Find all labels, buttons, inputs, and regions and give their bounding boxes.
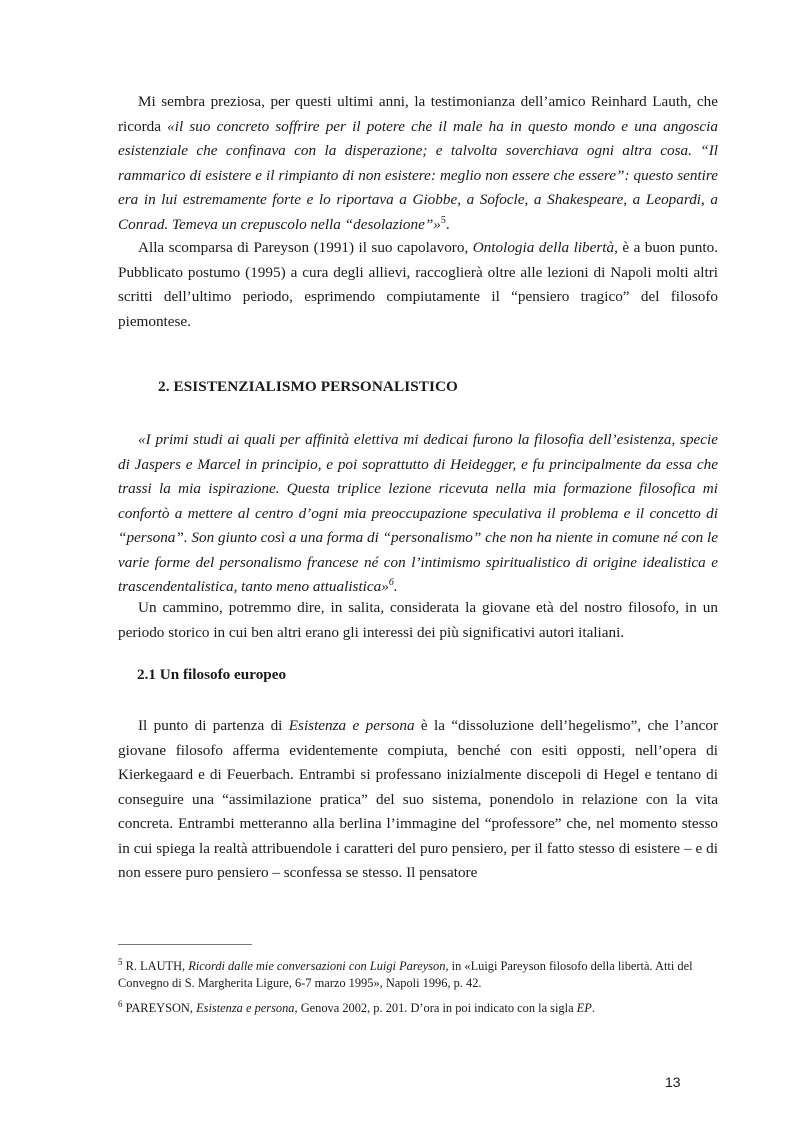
- footnote-ref-5[interactable]: 5: [440, 214, 446, 226]
- section-heading: 2. ESISTENZIALISMO PERSONALISTICO: [158, 378, 458, 395]
- footnote-divider: [118, 944, 252, 945]
- pareyson-quote-block: «I primi studi ai quali per affinità elettiva mi dedicai furono la filosofia dell’esistenza, specie di Jaspers e Marcel in principio, e poi soprattutto di Heidegger, e fu principalmente da essa che trassi la mia ispirazione. Questa triplice lezione ricevuta nella mia formazione filosofica mi confortò a mettere al centro d’ogni mia preoccupazione speculativa il problema e il concetto di “persona”. Son giunto così a una forma di “personalismo” che non ha niente in comune né con le varie forme del personalismo francese né con l’intimismo spiritualistico di origine idealistica e trascendentalistica, tanto meno attualistica»$^6$.: [118, 431, 718, 595]
- footnote-5: $^5$ R. LAUTH, Ricordi dalle mie conversazioni con Luigi Pareyson, in «Luigi Pareyson filosofo della libertà. Atti del Convegno di S. Margherita Ligure, 6-7 marzo 1995», Napoli 1996, p. 42.: [118, 956, 693, 990]
- footnote-6: $^6$ PAREYSON, Esistenza e persona, Genova 2002, p. 201. D’ora in poi indicato con la sigla EP.: [118, 998, 595, 1015]
- paragraph-punto-partenza: Il punto di partenza di Esistenza e persona è la “dissoluzione dell’hegelismo”, che l’ancor giovane filosofo afferma evidentemente compiuta, benché con esiti opposti, nell’opera di Kierkegaard e di Feuerbach. Entrambi si professano inizialmente discepoli di Hegel e tentano di conseguire una “assimilazione pratica” del suo sistema, ponendolo in relazione con la vita concreta. Entrambi metteranno alla berlina l’immagine del “professore” che, nel momento stesso in cui spiega la realtà attribuendole i caratteri del puro pensiero, per il fatto stesso di esistere – e di non essere puro pensiero – sconfessa se stesso. Il pensatore: [118, 717, 719, 881]
- lauth-quote: «il suo concreto soffrire per il potere che il male ha in questo mondo e una angoscia esistenziale che confinava con la disperazione; e talvolta soverchiava ogni altra cosa. “Il rammarico di esistere e il rimpianto di non esistere: meglio non essere che essere”: questo sentire era in lui estremamente forte e lo riportava a Giobbe, a Sofocle, a Shakespeare, a Leopardi, a Conrad. Temeva un crepuscolo nella “desolazione”»: [118, 117, 718, 233]
- paragraph-ontologia: Alla scomparsa di Pareyson (1991) il suo capolavoro, Ontologia della libertà, è a buon punto. Pubblicato postumo (1995) a cura degli allievi, raccoglierà oltre alle lezioni di Napoli molti altri scritti dell’ultimo periodo, esprimendo compiutamente il “pensiero tragico” del filosofo piemontese.: [118, 239, 718, 330]
- page-number: 13: [665, 1074, 681, 1090]
- footnote-ref-6[interactable]: 6: [388, 576, 394, 588]
- book-title: Esistenza e persona: [288, 717, 415, 734]
- subsection-heading: 2.1 Un filosofo europeo: [137, 666, 287, 683]
- book-title: Ontologia della libertà: [472, 239, 615, 256]
- paragraph-lauth-testimony: Mi sembra preziosa, per questi ultimi anni, la testimonianza dell’amico Reinhard Lauth, che ricorda «il suo concreto soffrire per il potere che il male ha in questo mondo e una angoscia esistenziale che confinava con la disperazione; e talvolta soverchiava ogni altra cosa. “Il rammarico di esistere e il rimpianto di non esistere: meglio non essere che essere”: questo sentire era in lui estremamente forte e lo riportava a Giobbe, a Sofocle, a Shakespeare, a Leopardi, a Conrad. Temeva un crepuscolo nella “desolazione”»$^5$.: [118, 93, 718, 233]
- paragraph-cammino: Un cammino, potremmo dire, in salita, considerata la giovane età del nostro filosofo, in un periodo storico in cui ben altri erano gli interessi dei più significativi autori italiani.: [118, 599, 718, 641]
